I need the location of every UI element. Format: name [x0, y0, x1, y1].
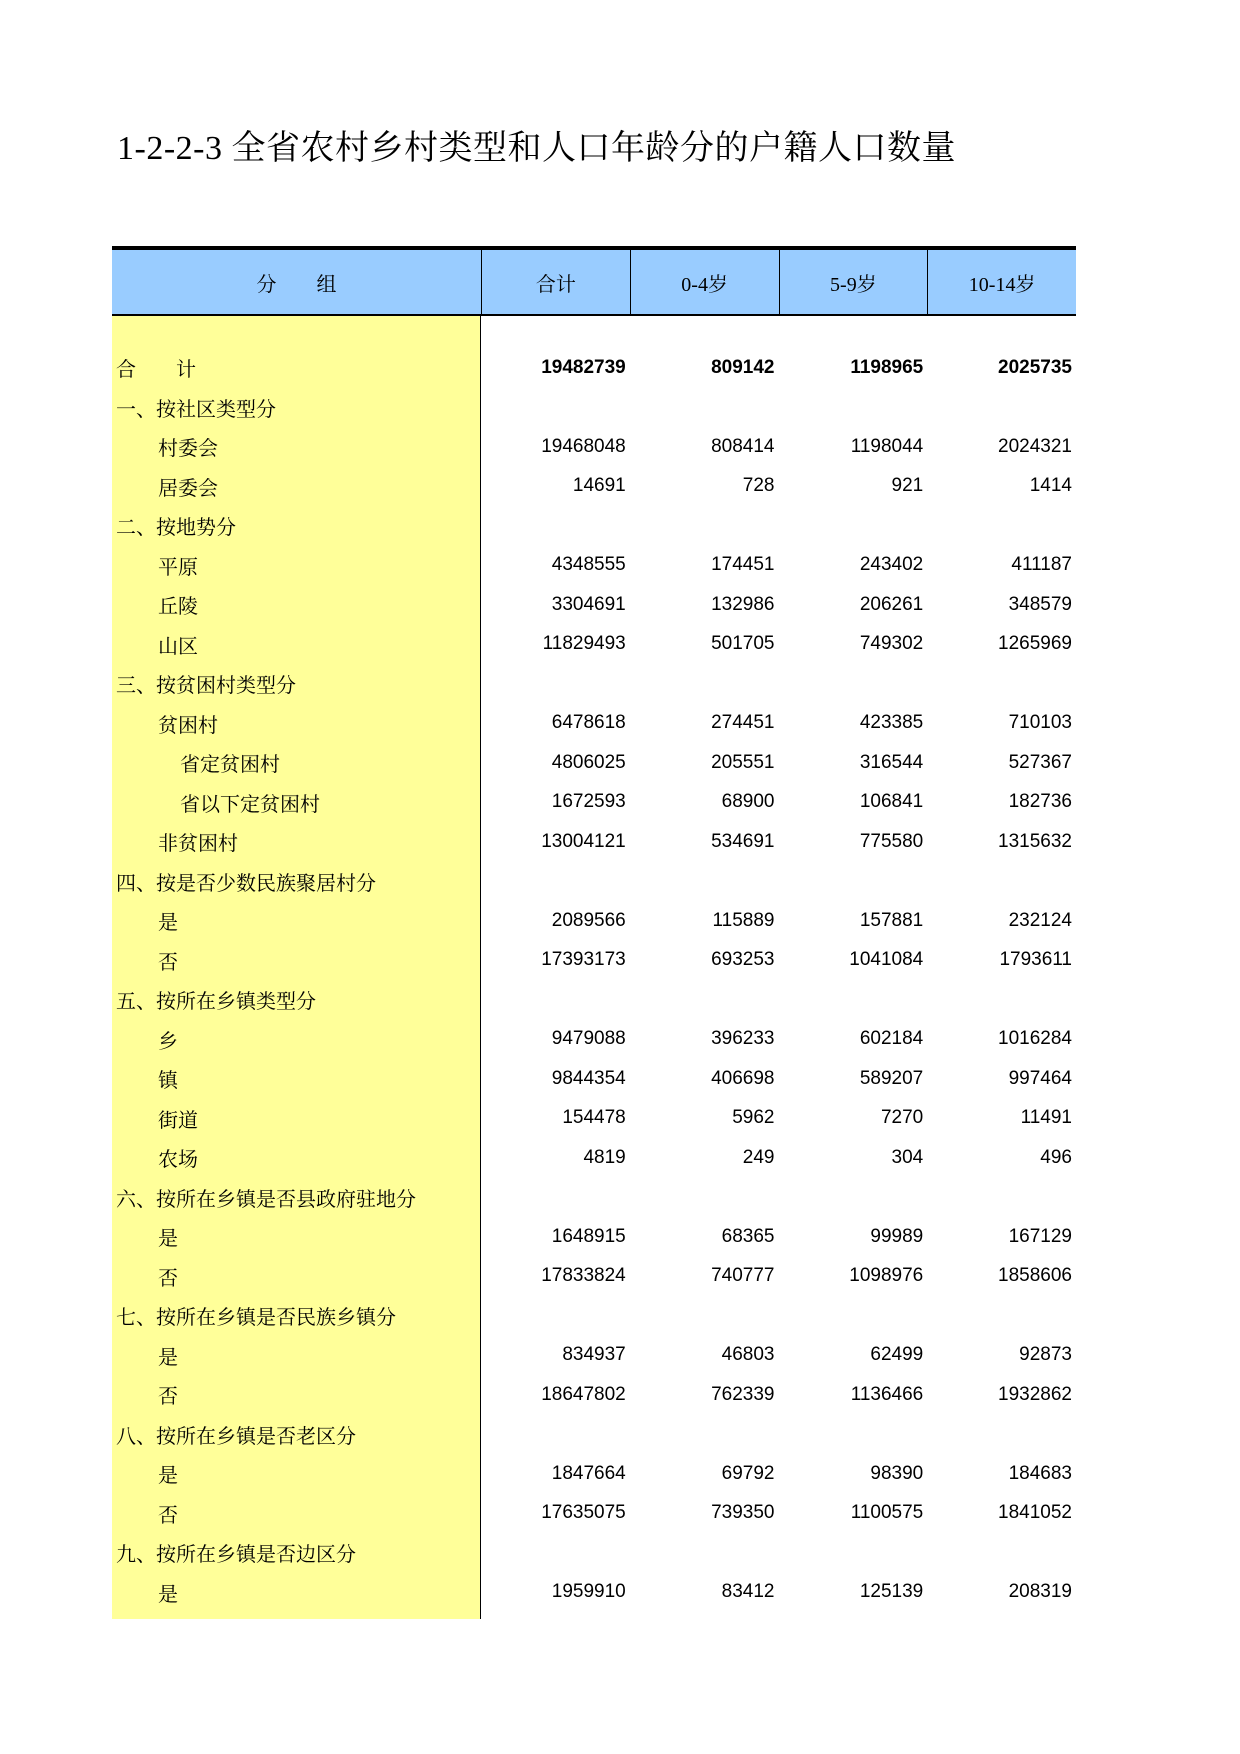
table-row	[112, 1415, 1076, 1455]
age-0-4-value: 46803	[721, 1344, 775, 1366]
total-value: 1847664	[551, 1462, 626, 1484]
row-label: 非贫困村	[158, 833, 238, 856]
row-label: 七、按所在乡镇是否民族乡镇分	[116, 1307, 396, 1330]
total-value: 1672593	[551, 791, 626, 813]
age-5-9-value: 749302	[859, 633, 924, 655]
table-row	[112, 1454, 1076, 1494]
age-0-4-value: 83412	[721, 1581, 775, 1603]
total-value: 6478618	[551, 712, 626, 734]
age-5-9-value: 316544	[859, 751, 924, 773]
row-label: 乡	[158, 1030, 178, 1053]
age-10-14-value: 1858606	[998, 1265, 1072, 1287]
age-5-9-value: 1198965	[850, 356, 924, 378]
age-0-4-value: 534691	[711, 830, 775, 852]
age-10-14-value: 1414	[1029, 475, 1072, 497]
table-row	[112, 1178, 1076, 1218]
row-label: 村委会	[158, 438, 218, 461]
row-label: 是	[158, 1228, 178, 1251]
table-row	[112, 1059, 1076, 1099]
table-row	[112, 941, 1076, 981]
age-10-14-value: 167129	[1008, 1225, 1072, 1247]
row-label: 农场	[158, 1149, 198, 1172]
age-0-4-value: 174451	[711, 554, 775, 576]
table-row	[112, 901, 1076, 941]
age-0-4-value: 740777	[711, 1265, 775, 1287]
table-row	[112, 1138, 1076, 1178]
total-value: 4819	[583, 1146, 626, 1168]
age-0-4-value: 762339	[711, 1383, 775, 1405]
age-10-14-value: 496	[1040, 1146, 1072, 1168]
table-row	[112, 664, 1076, 704]
table-row	[112, 1217, 1076, 1257]
row-label: 是	[158, 1465, 178, 1488]
age-5-9-value: 157881	[859, 909, 924, 931]
age-10-14-value: 1265969	[998, 633, 1072, 655]
table-row	[112, 704, 1076, 744]
age-0-4-value: 808414	[711, 435, 775, 457]
total-value: 17393173	[541, 949, 626, 971]
age-10-14-value: 2024321	[998, 435, 1072, 457]
table-row	[112, 1296, 1076, 1336]
total-value: 11829493	[542, 633, 626, 655]
age-5-9-value: 602184	[859, 1028, 924, 1050]
age-10-14-value: 527367	[1008, 751, 1072, 773]
age-0-4-value: 205551	[711, 751, 775, 773]
table-row	[112, 1573, 1076, 1613]
age-0-4-value: 132986	[711, 593, 775, 615]
table-row	[112, 1494, 1076, 1534]
table-row	[112, 980, 1076, 1020]
total-value: 19482739	[541, 356, 626, 378]
age-5-9-value: 1136466	[850, 1383, 924, 1405]
age-0-4-value: 728	[742, 475, 775, 497]
total-value: 17833824	[541, 1265, 626, 1287]
row-label: 省定贫困村	[180, 754, 280, 777]
age-10-14-value: 208319	[1008, 1581, 1072, 1603]
row-label: 山区	[158, 635, 198, 658]
row-label: 平原	[158, 556, 198, 579]
header-age-0-4: 0-4岁	[630, 250, 779, 314]
table-row	[112, 506, 1076, 546]
age-10-14-value: 710103	[1008, 712, 1072, 734]
row-label: 否	[158, 1267, 178, 1290]
row-label: 四、按是否少数民族聚居村分	[116, 872, 376, 895]
age-5-9-value: 1100575	[850, 1502, 924, 1524]
row-label: 六、按所在乡镇是否县政府驻地分	[116, 1188, 416, 1211]
row-label: 三、按贫困村类型分	[116, 675, 296, 698]
table-row	[112, 388, 1076, 428]
total-value: 17635075	[541, 1502, 626, 1524]
age-0-4-value: 274451	[711, 712, 775, 734]
row-label: 八、按所在乡镇是否老区分	[116, 1425, 356, 1448]
age-10-14-value: 411187	[1011, 554, 1072, 576]
age-10-14-value: 232124	[1008, 909, 1072, 931]
table-row	[112, 1257, 1076, 1297]
table-row	[112, 546, 1076, 586]
age-10-14-value: 1793611	[999, 949, 1072, 971]
table-header	[112, 250, 1076, 316]
age-5-9-value: 98390	[870, 1462, 924, 1484]
age-5-9-value: 243402	[859, 554, 924, 576]
age-10-14-value: 2025735	[998, 356, 1072, 378]
total-value: 14691	[572, 475, 626, 497]
age-10-14-value: 348579	[1008, 593, 1072, 615]
page-title: 1-2-2-3 全省农村乡村类型和人口年龄分的户籍人口数量	[117, 130, 956, 167]
age-5-9-value: 1198044	[850, 435, 924, 457]
total-value: 1959910	[551, 1581, 626, 1603]
total-value: 3304691	[551, 593, 626, 615]
age-0-4-value: 406698	[711, 1067, 775, 1089]
age-5-9-value: 1041084	[849, 949, 924, 971]
row-label: 是	[158, 912, 178, 935]
table-row	[112, 467, 1076, 507]
age-0-4-value: 809142	[711, 356, 775, 378]
table-row	[112, 1020, 1076, 1060]
table-row	[112, 743, 1076, 783]
age-10-14-value: 1932862	[998, 1383, 1072, 1405]
row-label: 否	[158, 951, 178, 974]
age-5-9-value: 775580	[859, 830, 924, 852]
table-row	[112, 822, 1076, 862]
total-value: 834937	[562, 1344, 626, 1366]
row-label: 二、按地势分	[116, 517, 236, 540]
header-total: 合计	[481, 250, 630, 314]
data-table	[112, 246, 1076, 1612]
table-row	[112, 625, 1076, 665]
age-0-4-value: 501705	[711, 633, 775, 655]
age-0-4-value: 115889	[712, 909, 775, 931]
row-label: 一、按社区类型分	[116, 398, 276, 421]
total-value: 4806025	[551, 751, 626, 773]
total-value: 1648915	[551, 1225, 626, 1247]
row-label: 居委会	[158, 477, 218, 500]
age-5-9-value: 7270	[880, 1107, 924, 1129]
row-label: 镇	[158, 1070, 178, 1093]
age-0-4-value: 5962	[732, 1107, 775, 1129]
total-value: 13004121	[541, 830, 626, 852]
table-row	[112, 1533, 1076, 1573]
age-5-9-value: 206261	[859, 593, 924, 615]
header-group: 分 组	[256, 273, 337, 296]
age-10-14-value: 92873	[1019, 1344, 1072, 1366]
age-5-9-value: 1098976	[849, 1265, 924, 1287]
table-row	[112, 585, 1076, 625]
total-value: 9479088	[551, 1028, 626, 1050]
age-5-9-value: 423385	[859, 712, 924, 734]
header-age-10-14: 10-14岁	[927, 250, 1076, 314]
age-0-4-value: 249	[742, 1146, 775, 1168]
table-row	[112, 1336, 1076, 1376]
total-value: 9844354	[551, 1067, 626, 1089]
total-value: 18647802	[541, 1383, 626, 1405]
age-0-4-value: 739350	[711, 1502, 775, 1524]
table-row	[112, 862, 1076, 902]
age-5-9-value: 62499	[870, 1344, 924, 1366]
age-5-9-value: 589207	[859, 1067, 924, 1089]
age-10-14-value: 1016284	[998, 1028, 1072, 1050]
age-10-14-value: 182736	[1008, 791, 1072, 813]
row-label: 街道	[158, 1109, 198, 1132]
row-label: 九、按所在乡镇是否边区分	[116, 1544, 356, 1567]
total-value: 19468048	[541, 435, 626, 457]
age-0-4-value: 693253	[711, 949, 775, 971]
row-label: 否	[158, 1386, 178, 1409]
table-row	[112, 348, 1076, 388]
row-label: 合 计	[116, 359, 196, 382]
table-row	[112, 1375, 1076, 1415]
table-rows	[112, 316, 1076, 1612]
age-5-9-value: 106841	[859, 791, 924, 813]
age-10-14-value: 997464	[1008, 1067, 1072, 1089]
total-value: 4348555	[551, 554, 626, 576]
age-0-4-value: 68900	[721, 791, 775, 813]
age-5-9-value: 304	[891, 1146, 924, 1168]
age-10-14-value: 1315632	[998, 830, 1072, 852]
table-row	[112, 783, 1076, 823]
total-value: 2089566	[551, 909, 626, 931]
table-row	[112, 427, 1076, 467]
row-label: 五、按所在乡镇类型分	[116, 991, 316, 1014]
row-label: 是	[158, 1583, 178, 1606]
row-label: 省以下定贫困村	[180, 793, 320, 816]
age-5-9-value: 99989	[870, 1225, 924, 1247]
age-0-4-value: 69792	[721, 1462, 775, 1484]
header-age-5-9: 5-9岁	[779, 250, 928, 314]
total-value: 154478	[562, 1107, 626, 1129]
age-10-14-value: 11491	[1020, 1107, 1072, 1129]
age-5-9-value: 921	[891, 475, 924, 497]
age-0-4-value: 396233	[711, 1028, 775, 1050]
row-label: 是	[158, 1346, 178, 1369]
age-10-14-value: 1841052	[998, 1502, 1072, 1524]
row-label: 否	[158, 1504, 178, 1527]
row-label: 丘陵	[158, 596, 198, 619]
age-10-14-value: 184683	[1008, 1462, 1072, 1484]
table-row	[112, 1099, 1076, 1139]
age-5-9-value: 125139	[859, 1581, 924, 1603]
row-label: 贫困村	[158, 714, 218, 737]
table-body	[112, 316, 1076, 1612]
age-0-4-value: 68365	[721, 1225, 775, 1247]
